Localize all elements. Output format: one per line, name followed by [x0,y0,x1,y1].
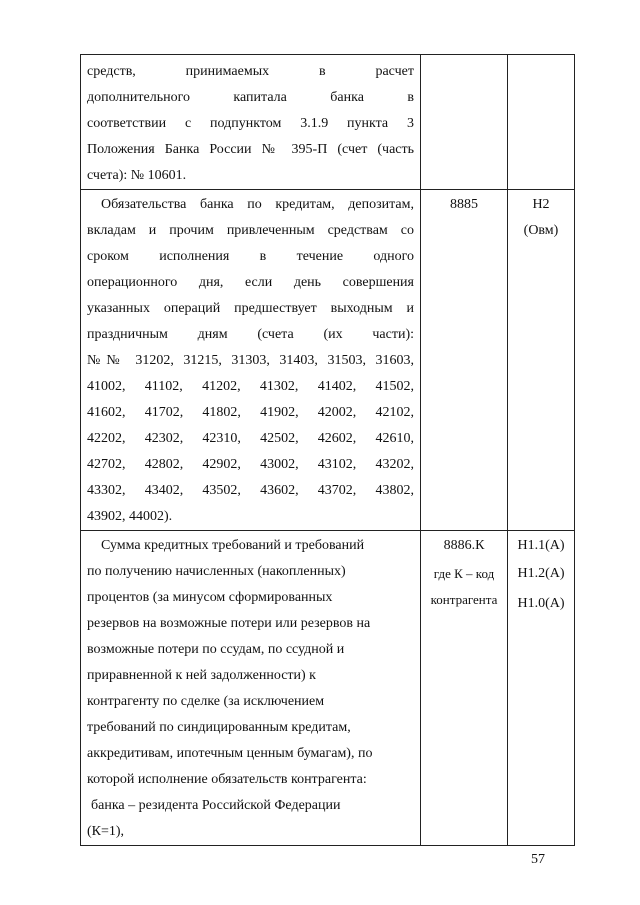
description-line: контрагенту по сделке (за исключением [87,694,325,709]
description-line: требований по синдицированным кредитам, [87,720,351,735]
accounts-table [80,54,575,846]
description-line: по получению начисленных (накопленных) [87,564,346,579]
description-line: указанных операций предшествует выходным и [87,301,414,316]
row-1-code [421,55,508,190]
indicator-code: 8886.К [443,538,485,553]
norm-label: Н1.2(А) [517,566,565,581]
description-line: №№ 31202, 31215, 31303, 31403, 31503, 31603, [87,353,414,368]
norm-label: Н2 [532,197,550,212]
code-note: где К – код [433,566,495,581]
row-1-norm [508,55,575,190]
norm-label: Н1.1(А) [517,538,565,553]
description-line: средств, принимаемых в расчет [87,64,414,79]
description-line: счета): № 10601. [87,168,187,183]
norm-label: Н1.0(А) [517,596,565,611]
table-row [81,531,575,846]
row-3-norm [508,531,575,846]
row-2-norm [508,190,575,531]
description-line: приравненной к ней задолженности) к [87,668,316,683]
description-line: Обязательства банка по кредитам, депозитам, [101,197,414,212]
row-1-description [81,55,421,190]
norm-label: (Овм) [523,223,559,238]
description-line: вкладам и прочим привлеченным средствам со [87,223,414,238]
description-line: 43902, 44002). [87,509,173,524]
page-number: 57 [531,852,545,867]
description-line: резервов на возможные потери или резервов на [87,616,371,631]
description-line: операционного дня, если день совершения [87,275,414,290]
row-2-code [421,190,508,531]
description-line: (К=1), [87,824,125,839]
row-3-code [421,531,508,846]
description-line: которой исполнение обязательств контрагента: [87,772,367,787]
table-row [81,55,575,190]
description-line: 43302, 43402, 43502, 43602, 43702, 43802, [87,483,414,498]
description-line: праздничным дням (счета (их части): [87,327,414,342]
description-line: 41002, 41102, 41202, 41302, 41402, 41502, [87,379,414,394]
row-3-description [81,531,421,846]
description-line: возможные потери по ссудам, по ссудной и [87,642,345,657]
description-line: 42202, 42302, 42310, 42502, 42602, 42610, [87,431,414,446]
table-row [81,190,575,531]
description-line: банка – резидента Российской Федерации [91,798,341,813]
description-line: Сумма кредитных требований и требований [101,538,365,553]
description-line: аккредитивам, ипотечным ценным бумагам), по [87,746,373,761]
description-line: 42702, 42802, 42902, 43002, 43102, 43202, [87,457,414,472]
description-line: 41602, 41702, 41802, 41902, 42002, 42102, [87,405,414,420]
row-2-description [81,190,421,531]
code-note: контрагента [430,592,498,607]
description-line: сроком исполнения в течение одного [87,249,414,264]
description-line: Положения Банка России № 395-П (счет (часть [87,142,414,157]
description-line: соответствии с подпунктом 3.1.9 пункта 3 [87,116,414,131]
indicator-code: 8885 [450,197,478,212]
description-line: процентов (за минусом сформированных [87,590,333,605]
description-line: дополнительного капитала банка в [87,90,414,105]
